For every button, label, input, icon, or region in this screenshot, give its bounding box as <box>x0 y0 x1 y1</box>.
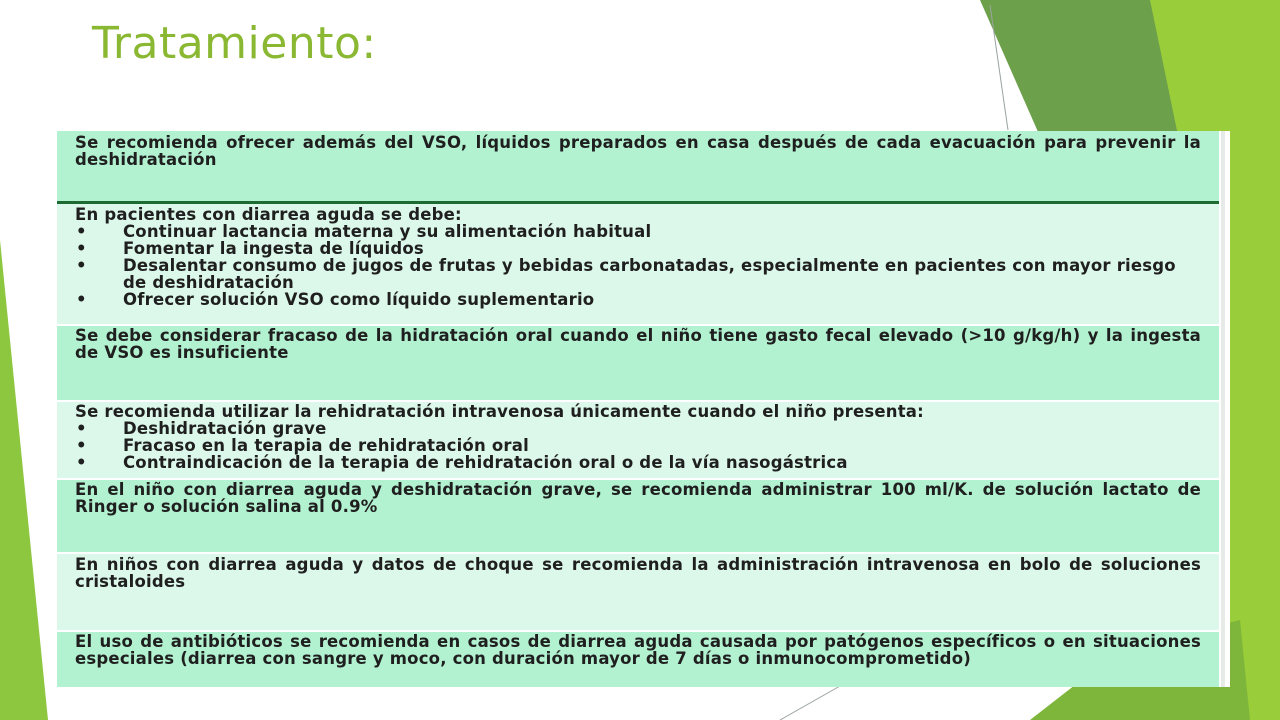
list-item: • Contraindicación de la terapia de rehidratación oral o de la vía nasogástrica <box>75 454 1201 471</box>
left-green-triangle <box>0 240 48 720</box>
row-text: Se recomienda ofrecer además del VSO, líquidos preparados en casa después de cada evacuación para prevenir la deshidratación <box>75 133 1201 169</box>
table-row <box>57 632 1219 687</box>
row-text: Se debe considerar fracaso de la hidratación oral cuando el niño tiene gasto fecal elevado (>10 g/kg/h) y la ingesta de VSO es insuficiente <box>75 326 1201 362</box>
table-right-edge <box>1219 131 1230 687</box>
bullet-list <box>75 223 1201 308</box>
list-item: • Continuar lactancia materna y su alimentación habitual <box>75 223 1201 240</box>
list-item: • Desalentar consumo de jugos de frutas y bebidas carbonatadas, especialmente en pacientes con mayor riesgo de deshidratación <box>75 257 1201 291</box>
row-text: En el niño con diarrea aguda y deshidratación grave, se recomienda administrar 100 ml/K. de solución lactato de Ringer o solución salina al 0.9% <box>75 480 1201 516</box>
table-row <box>57 402 1219 478</box>
row-intro: En pacientes con diarrea aguda se debe: <box>75 205 462 224</box>
list-item: • Fracaso en la terapia de rehidratación oral <box>75 437 1201 454</box>
row-text: El uso de antibióticos se recomienda en casos de diarrea aguda causada por patógenos específicos o en situaciones especiales (diarrea con sangre y moco, con duración mayor de 7 días o inmunocomprometido) <box>75 632 1201 668</box>
row-text: En niños con diarrea aguda y datos de choque se recomienda la administración intravenosa en bolo de soluciones cristaloides <box>75 555 1201 591</box>
table-row <box>57 554 1219 630</box>
row-intro: Se recomienda utilizar la rehidratación intravenosa únicamente cuando el niño presenta: <box>75 402 924 421</box>
table-row <box>57 480 1219 552</box>
decor-line-bottom <box>780 686 840 720</box>
table-row <box>57 204 1219 324</box>
slide-title: Tratamiento: <box>92 18 377 69</box>
list-item: • Fomentar la ingesta de líquidos <box>75 240 1201 257</box>
list-item: • Deshidratación grave <box>75 420 1201 437</box>
list-item: • Ofrecer solución VSO como líquido suplementario <box>75 291 1201 308</box>
bullet-list <box>75 420 1201 471</box>
table-row <box>57 131 1219 201</box>
recommendations-table <box>57 131 1230 687</box>
table-row <box>57 326 1219 400</box>
